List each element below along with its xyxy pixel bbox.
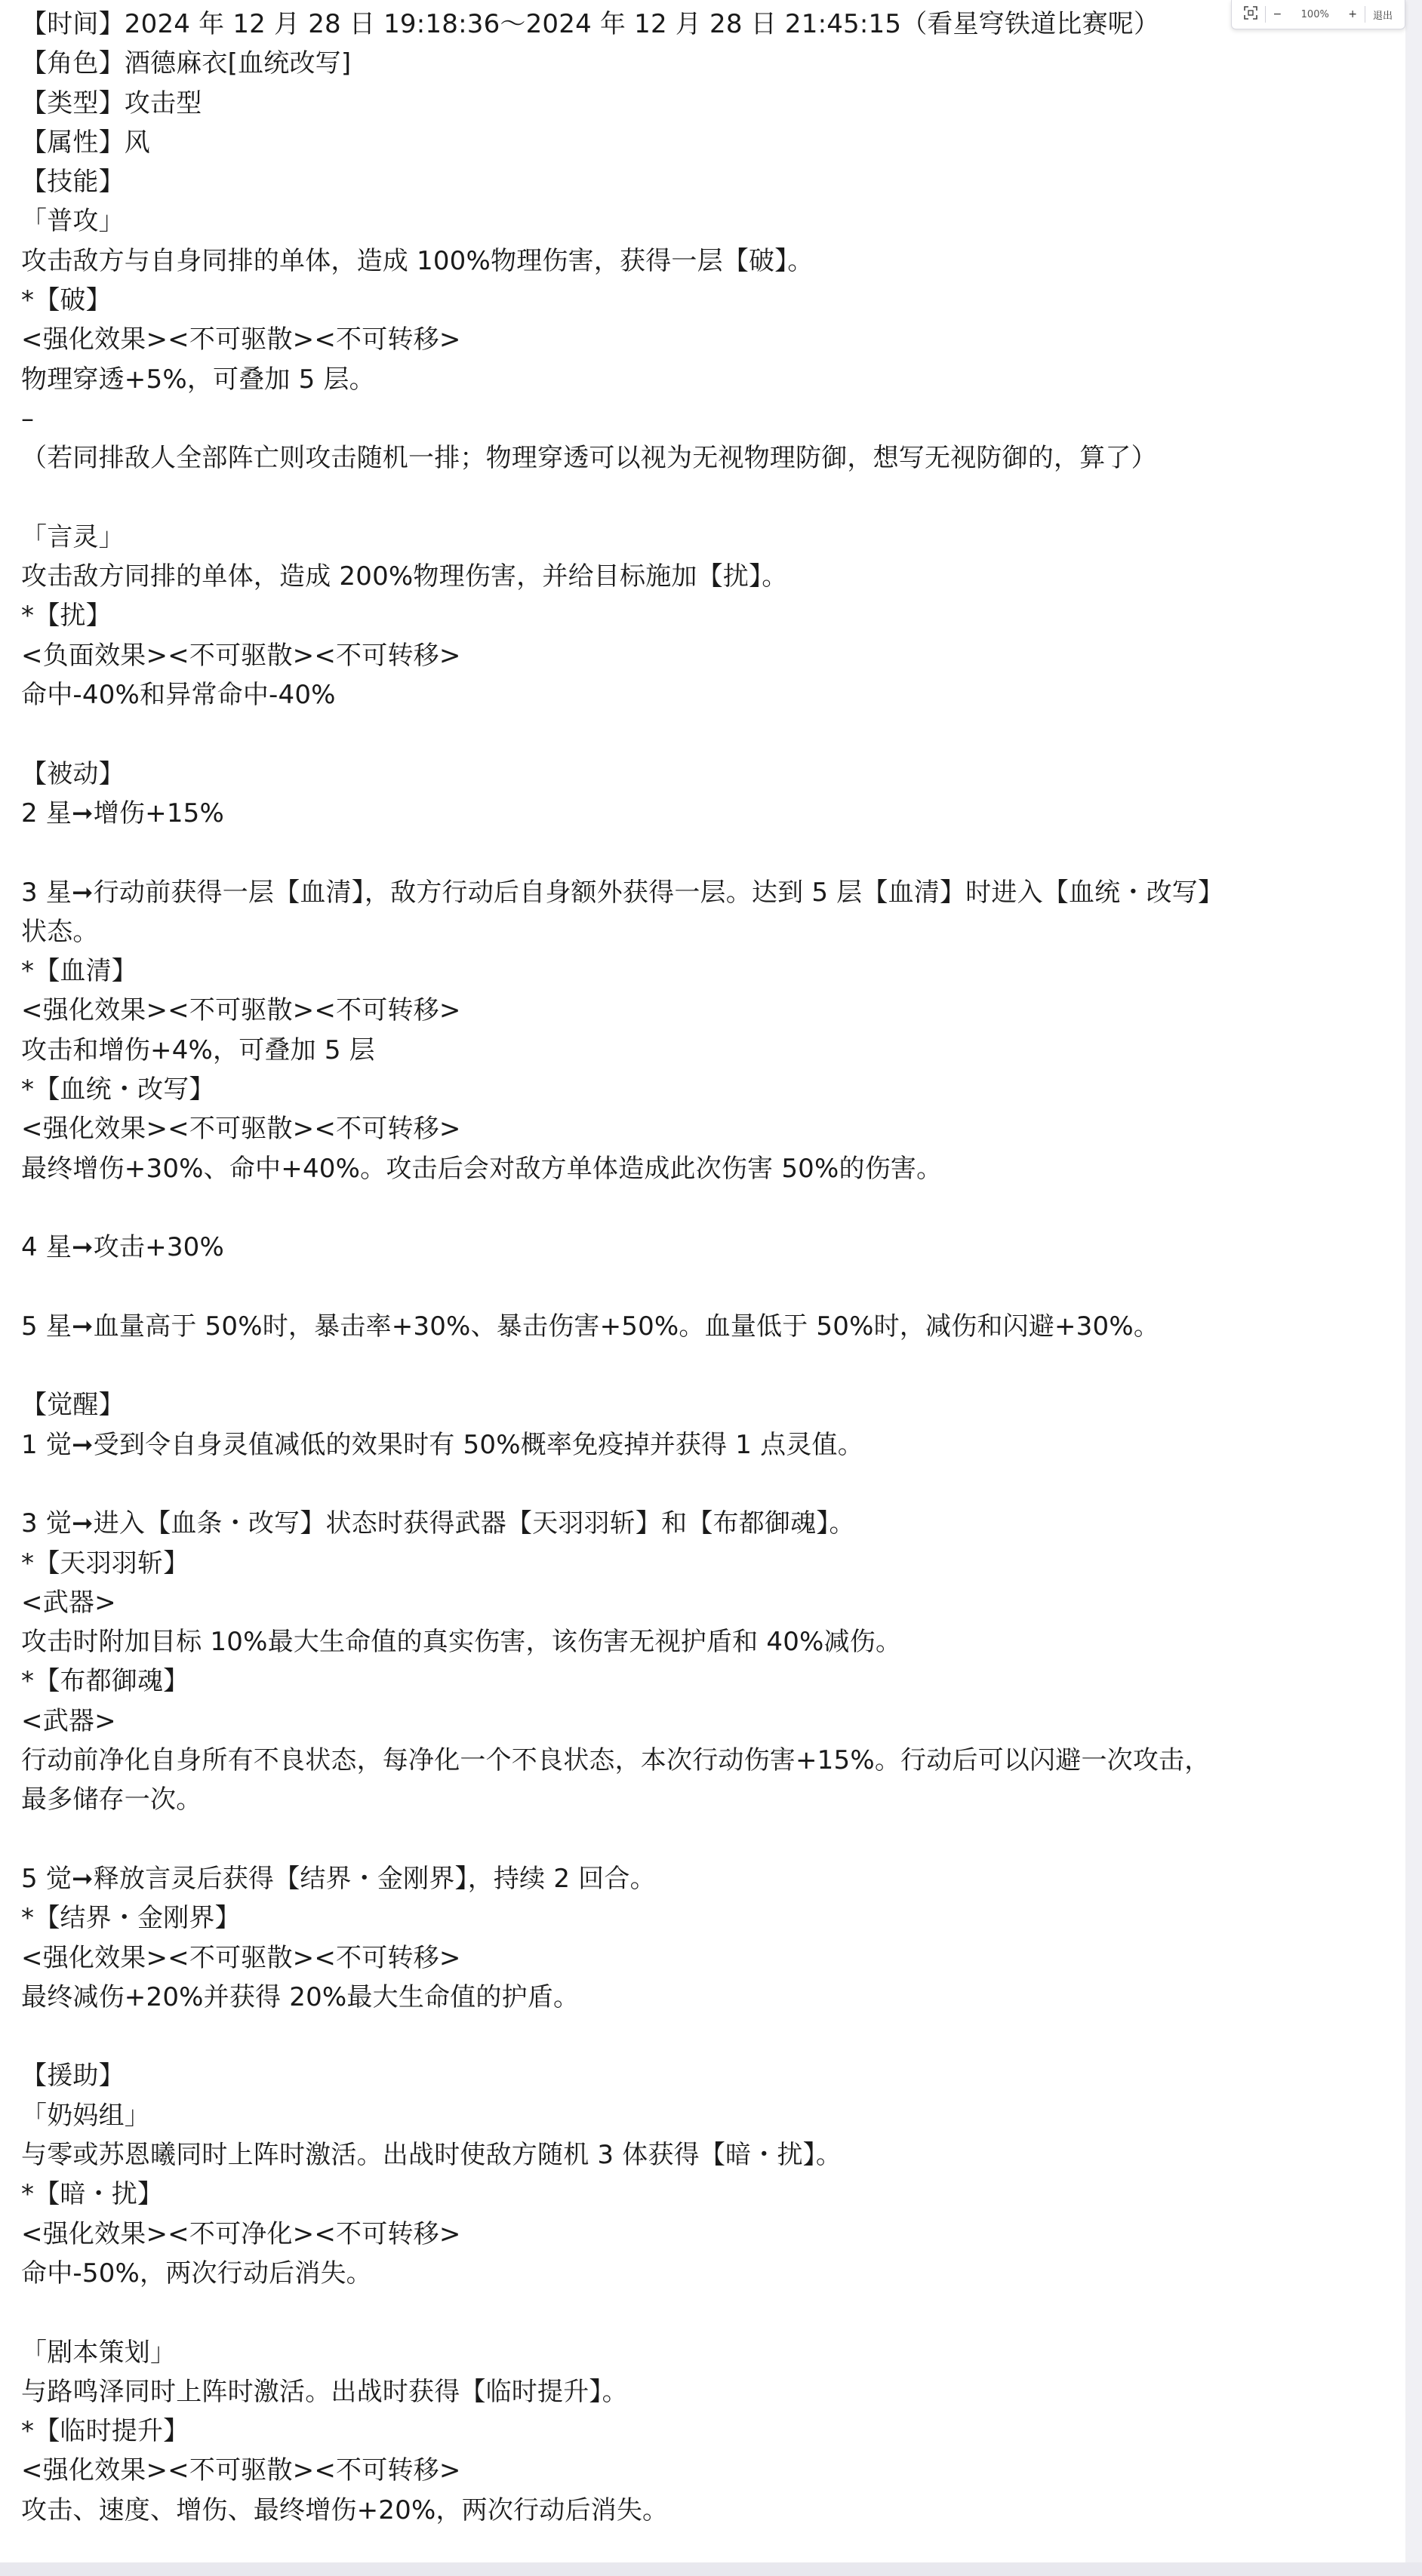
blank-line bbox=[21, 1188, 1380, 1228]
text-line: 「普攻」 bbox=[21, 206, 125, 237]
text-line: 命中-40%和异常命中-40% bbox=[21, 680, 336, 711]
text-line: *【结界・金刚界】 bbox=[21, 1903, 241, 1934]
text-line: 【援助】 bbox=[21, 2061, 125, 2092]
blank-line bbox=[21, 833, 1380, 872]
text-line: *【暗・扰】 bbox=[21, 2179, 164, 2210]
blank-line bbox=[21, 478, 1380, 518]
text-line: 【时间】2024 年 12 月 28 日 19:18:36～2024 年 12 月 28 日 21:45:15（看星穹铁道比赛呢） bbox=[21, 9, 1160, 39]
fit-screen-icon bbox=[1244, 6, 1257, 23]
zoom-level: 100% bbox=[1300, 8, 1329, 20]
text-line: 攻击时附加目标 10%最大生命值的真实伤害，该伤害无视护盾和 40%减伤。 bbox=[21, 1627, 902, 1658]
text-line: *【天羽羽斩】 bbox=[21, 1548, 189, 1578]
viewer-bottom-edge bbox=[0, 2562, 1422, 2576]
exit-button[interactable]: 退出 bbox=[1372, 10, 1393, 22]
text-line: 2 星➞增伤+15% bbox=[21, 798, 224, 828]
text-line: <武器> bbox=[21, 1587, 116, 1618]
plus-icon: + bbox=[1348, 8, 1357, 20]
text-line: *【临时提升】 bbox=[21, 2416, 189, 2447]
blank-line bbox=[21, 1268, 1380, 1307]
text-line: （若同排敌人全部阵亡则攻击随机一排；物理穿透可以视为无视物理防御，想写无视防御的，算了） bbox=[21, 443, 1157, 474]
text-line: *【血统・改写】 bbox=[21, 1074, 215, 1105]
fit-screen-button[interactable] bbox=[1236, 0, 1265, 29]
document-text bbox=[21, 5, 1380, 2530]
text-line: 攻击和增伤+4%，可叠加 5 层 bbox=[21, 1034, 375, 1065]
text-line: 最多储存一次。 bbox=[21, 1784, 202, 1815]
text-line: 【觉醒】 bbox=[21, 1390, 125, 1421]
text-line: 【被动】 bbox=[21, 758, 125, 789]
text-line: 【属性】风 bbox=[21, 127, 150, 158]
blank-line bbox=[21, 1465, 1380, 1504]
text-line: <强化效果><不可驱散><不可转移> bbox=[21, 1942, 461, 1973]
text-line: 1 觉➞受到令自身灵值减低的效果时有 50%概率免疫掉并获得 1 点灵值。 bbox=[21, 1429, 863, 1460]
text-line: 攻击敌方与自身同排的单体，造成 100%物理伤害，获得一层【破】。 bbox=[21, 245, 814, 276]
text-line: 最终增伤+30%、命中+40%。攻击后会对敌方单体造成此次伤害 50%的伤害。 bbox=[21, 1153, 943, 1184]
text-line: *【破】 bbox=[21, 285, 112, 316]
text-line: 与路鸣泽同时上阵时激活。出战时获得【临时提升】。 bbox=[21, 2376, 628, 2407]
text-line: 攻击敌方同排的单体，造成 200%物理伤害，并给目标施加【扰】。 bbox=[21, 561, 788, 592]
text-line: <武器> bbox=[21, 1705, 116, 1736]
text-line: 5 星➞血量高于 50%时，暴击率+30%、暴击伤害+50%。血量低于 50%时，减伤和闪避+30%。 bbox=[21, 1311, 1160, 1342]
text-line: 【技能】 bbox=[21, 167, 125, 198]
text-line: – bbox=[21, 403, 35, 434]
blank-line bbox=[21, 1346, 1380, 1385]
text-line: 4 星➞攻击+30% bbox=[21, 1232, 224, 1263]
blank-line bbox=[21, 2017, 1380, 2056]
minus-icon: − bbox=[1273, 8, 1282, 20]
zoom-toolbar bbox=[1231, 0, 1405, 29]
text-line: *【布都御魂】 bbox=[21, 1666, 189, 1697]
text-line: 物理穿透+5%，可叠加 5 层。 bbox=[21, 364, 375, 395]
text-line: 「剧本策划」 bbox=[21, 2337, 177, 2368]
text-line: <强化效果><不可驱散><不可转移> bbox=[21, 2455, 461, 2486]
text-line: 行动前净化自身所有不良状态，每净化一个不良状态，本次行动伤害+15%。行动后可以闪避一次攻击， bbox=[21, 1745, 1211, 1776]
text-line: 命中-50%，两次行动后消失。 bbox=[21, 2258, 372, 2289]
scrollbar-track[interactable] bbox=[1405, 0, 1422, 2576]
text-line: 攻击、速度、增伤、最终增伤+20%，两次行动后消失。 bbox=[21, 2495, 669, 2525]
text-line: <强化效果><不可驱散><不可转移> bbox=[21, 995, 461, 1026]
text-line: <强化效果><不可驱散><不可转移> bbox=[21, 324, 461, 355]
text-line: 「言灵」 bbox=[21, 521, 125, 552]
text-line: *【血清】 bbox=[21, 956, 137, 987]
text-line: 与零或苏恩曦同时上阵时激活。出战时使敌方随机 3 体获得【暗・扰】。 bbox=[21, 2140, 842, 2171]
zoom-in-button[interactable] bbox=[1340, 0, 1365, 29]
text-line: <强化效果><不可驱散><不可转移> bbox=[21, 1114, 461, 1145]
text-line: 5 觉➞释放言灵后获得【结界・金刚界】，持续 2 回合。 bbox=[21, 1863, 656, 1894]
zoom-out-button[interactable] bbox=[1266, 0, 1290, 29]
blank-line bbox=[21, 715, 1380, 754]
text-line: 状态。 bbox=[21, 916, 99, 947]
text-line: *【扰】 bbox=[21, 601, 112, 632]
text-line: 【类型】攻击型 bbox=[21, 88, 202, 118]
text-line: <强化效果><不可净化><不可转移> bbox=[21, 2218, 461, 2249]
text-line: 3 觉➞进入【血条・改写】状态时获得武器【天羽羽斩】和【布都御魂】。 bbox=[21, 1508, 855, 1539]
blank-line bbox=[21, 2293, 1380, 2332]
text-line: 最终减伤+20%并获得 20%最大生命值的护盾。 bbox=[21, 1981, 580, 2012]
blank-line bbox=[21, 1820, 1380, 1859]
text-line: <负面效果><不可驱散><不可转移> bbox=[21, 640, 461, 671]
text-line: 3 星➞行动前获得一层【血清】，敌方行动后自身额外获得一层。达到 5 层【血清】时进入【血统・改写】 bbox=[21, 877, 1224, 908]
text-line: 【角色】酒德麻衣[血统改写] bbox=[21, 48, 352, 79]
text-line: 「奶妈组」 bbox=[21, 2100, 150, 2131]
